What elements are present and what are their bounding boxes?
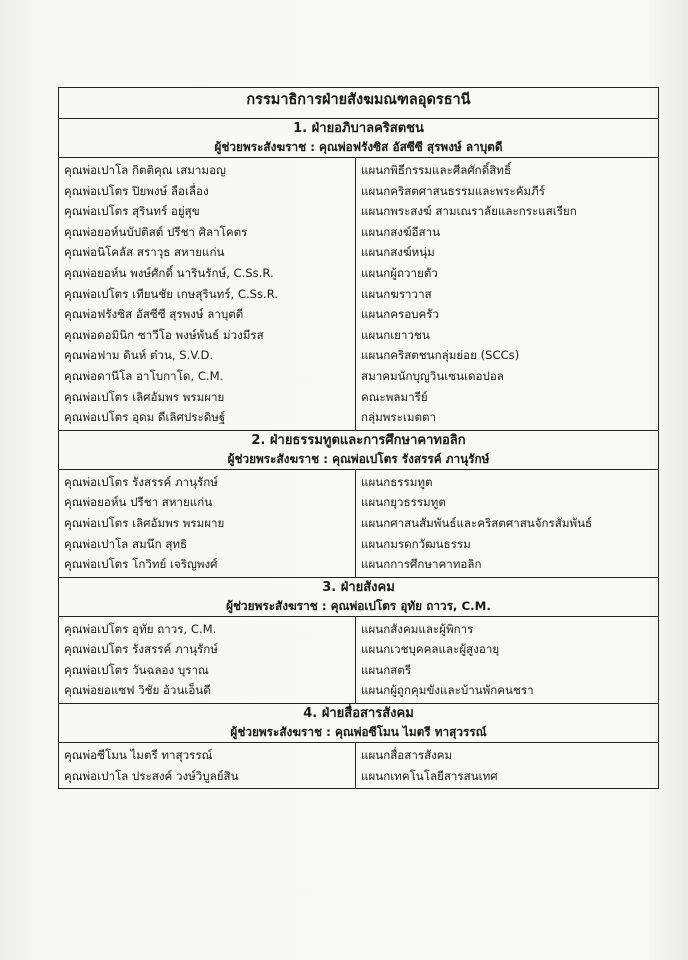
department-name: แผนกมรดกวัฒนธรรม (361, 536, 471, 551)
department-name: แผนกสงฆ์อีสาน (361, 224, 441, 239)
member-name: คุณพ่อยอห์นบัปติสต์ ปรีชา ศิลาโคตร (64, 224, 248, 239)
member-name: คุณพ่อเปโตร ปิยพงษ์ ลือเลื่อง (64, 183, 209, 198)
department-name: แผนกเทคโนโลยีสารสนเทศ (361, 768, 498, 783)
department-name: แผนกสังคมและผู้พิการ (361, 621, 474, 636)
section-members-row (59, 158, 659, 431)
member-name: คุณพ่อเปโตร เทียนชัย เกษสุรินทร์, C.Ss.R. (64, 286, 279, 301)
department-name: แผนกคริสตชนกลุ่มย่อย (SCCs) (361, 348, 520, 363)
department-name: แผนกเวชบุคคลและผู้สูงอายุ (361, 642, 500, 657)
members-department-column (356, 743, 659, 789)
section-header-cell (59, 704, 659, 743)
section-members-row (59, 616, 659, 703)
department-name: แผนกคริสตศาสนธรรมและพระคัมภีร์ (361, 183, 546, 198)
member-name: คุณพ่อเปโตร สุรินทร์ อยู่สุข (64, 204, 200, 219)
member-name: คุณพ่อเปาโล กิตติคุณ เสมามอญ (64, 163, 226, 177)
department-name: แผนกสื่อสารสังคม (361, 748, 453, 763)
department-name: แผนกการศึกษาคาทอลิก (361, 557, 482, 572)
department-name: กลุ่มพระเมตตา (361, 410, 437, 425)
members-department-column (356, 469, 659, 577)
member-name: คุณพ่อเปโตร รังสรรค์ ภานุรักษ์ (64, 474, 218, 489)
section-header-cell (59, 119, 659, 158)
department-name: คณะพลมารีย์ (361, 389, 428, 404)
member-name: คุณพ่อฟรังซิส อัสซีซี สุรพงษ์ ลาบุตดี (64, 307, 244, 322)
section-members-row (59, 469, 659, 577)
member-name: คุณพ่อเปโตร อุดม ดีเลิศประดิษฐ์ (64, 410, 226, 425)
department-name: แผนกครอบครัว (361, 307, 440, 322)
member-name: คุณพ่อเปโตร โกวิทย์ เจริญพงศ์ (64, 557, 218, 572)
section-heading: 3. ฝ่ายสังคม (322, 579, 395, 595)
section-header-cell (59, 577, 659, 616)
section-assistant-bishop: ผู้ช่วยพระสังฆราช : คุณพ่อซีโมน ไมตรี ทาสุวรรณ์ (230, 725, 487, 740)
department-name: สมาคมนักบุญวินเซนเดอปอล (361, 368, 504, 383)
member-name: คุณพ่อเปาโล ประสงค์ วงษ์วิบูลย์สิน (64, 768, 239, 783)
member-name: คุณพ่อยอแซฟ วิชัย อ้วนเอ็นดี (64, 683, 211, 698)
department-name: แผนกผู้ถวายตัว (361, 265, 438, 280)
department-name: แผนกธรรมทูต (361, 474, 433, 489)
member-name: คุณพ่อนิโคลัส สราวุธ สหายแก่น (64, 245, 225, 260)
section-heading: 1. ฝ่ายอภิบาลคริสตชน (293, 121, 424, 136)
member-name: คุณพ่อดอมินิก ซาวีโอ พงษ์พันธ์ ม่วงมีรส (64, 327, 264, 342)
department-name: แผนกยุวธรรมทูต (361, 495, 446, 510)
department-name: แผนกสตรี (361, 662, 412, 677)
department-name: แผนกเยาวชน (361, 327, 430, 342)
member-name: คุณพ่อเปโตร รังสรรค์ ภานุรักษ์ (64, 642, 218, 657)
member-name: คุณพ่อเปโตร เลิศอัมพร พรมผาย (64, 389, 225, 404)
members-department-column (356, 616, 659, 703)
member-name: คุณพ่อซีโมน ไมตรี ทาสุวรรณ์ (64, 748, 213, 763)
member-name: คุณพ่อเปโตร เลิศอัมพร พรมผาย (64, 515, 225, 530)
department-name: แผนกพระสงฆ์ สามเณราลัยและกระแสเรียก (361, 204, 577, 219)
section-heading: 4. ฝ่ายสื่อสารสังคม (303, 706, 414, 722)
members-name-column (59, 158, 356, 431)
member-name: คุณพ่อดานีโล อาโบกาโด, C.M. (64, 368, 224, 383)
section-assistant-bishop: ผู้ช่วยพระสังฆราช : คุณพ่อเปโตร อุทัย ถาวร, C.M. (226, 598, 491, 613)
section-heading: 2. ฝ่ายธรรมทูตและการศึกษาคาทอลิก (251, 432, 466, 448)
department-name: แผนกพิธีกรรมและศีลศักดิ์สิทธิ์ (361, 163, 512, 177)
member-name: คุณพ่อเปโตร อุทัย ถาวร, C.M. (64, 621, 217, 636)
section-header (59, 430, 659, 469)
department-name: แผนกศาสนสัมพันธ์และคริสตศาสนจักรสัมพันธ์ (361, 515, 593, 530)
department-name: แผนกฆราวาส (361, 286, 432, 301)
section-header-cell (59, 430, 659, 469)
section-header (59, 119, 659, 158)
section-assistant-bishop: ผู้ช่วยพระสังฆราช : คุณพ่อเปโตร รังสรรค์ ภานุรักษ์ (227, 451, 490, 466)
member-name: คุณพ่อยอห์น พงษ์ศักดิ์ นารินรักษ์, C.Ss.R. (64, 265, 274, 280)
member-name: คุณพ่อเปโตร วันฉลอง บุราณ (64, 662, 209, 677)
committee-table (58, 87, 659, 789)
members-name-column (59, 743, 356, 789)
title-row (59, 88, 659, 119)
members-name-column (59, 469, 356, 577)
department-name: แผนกผู้ถูกคุมขังและบ้านพักคนชรา (361, 683, 534, 698)
department-name: แผนกสงฆ์หนุ่ม (361, 245, 435, 260)
document-title: กรรมาธิการฝ่ายสังฆมณฑลอุดรธานี (59, 88, 659, 119)
member-name: คุณพ่อเปาโล สมนึก สุทธิ (64, 536, 188, 551)
section-assistant-bishop: ผู้ช่วยพระสังฆราช : คุณพ่อฟรังซิส อัสซีซี สุรพงษ์ ลาบุตดี (214, 140, 503, 154)
members-name-column (59, 616, 356, 703)
section-header (59, 577, 659, 616)
member-name: คุณพ่อฟาม ดินห์ ต๋วน, S.V.D. (64, 348, 214, 363)
members-department-column (356, 158, 659, 431)
section-members-row (59, 743, 659, 789)
section-header (59, 704, 659, 743)
member-name: คุณพ่อยอห์น ปรีชา สหายแก่น (64, 495, 213, 510)
